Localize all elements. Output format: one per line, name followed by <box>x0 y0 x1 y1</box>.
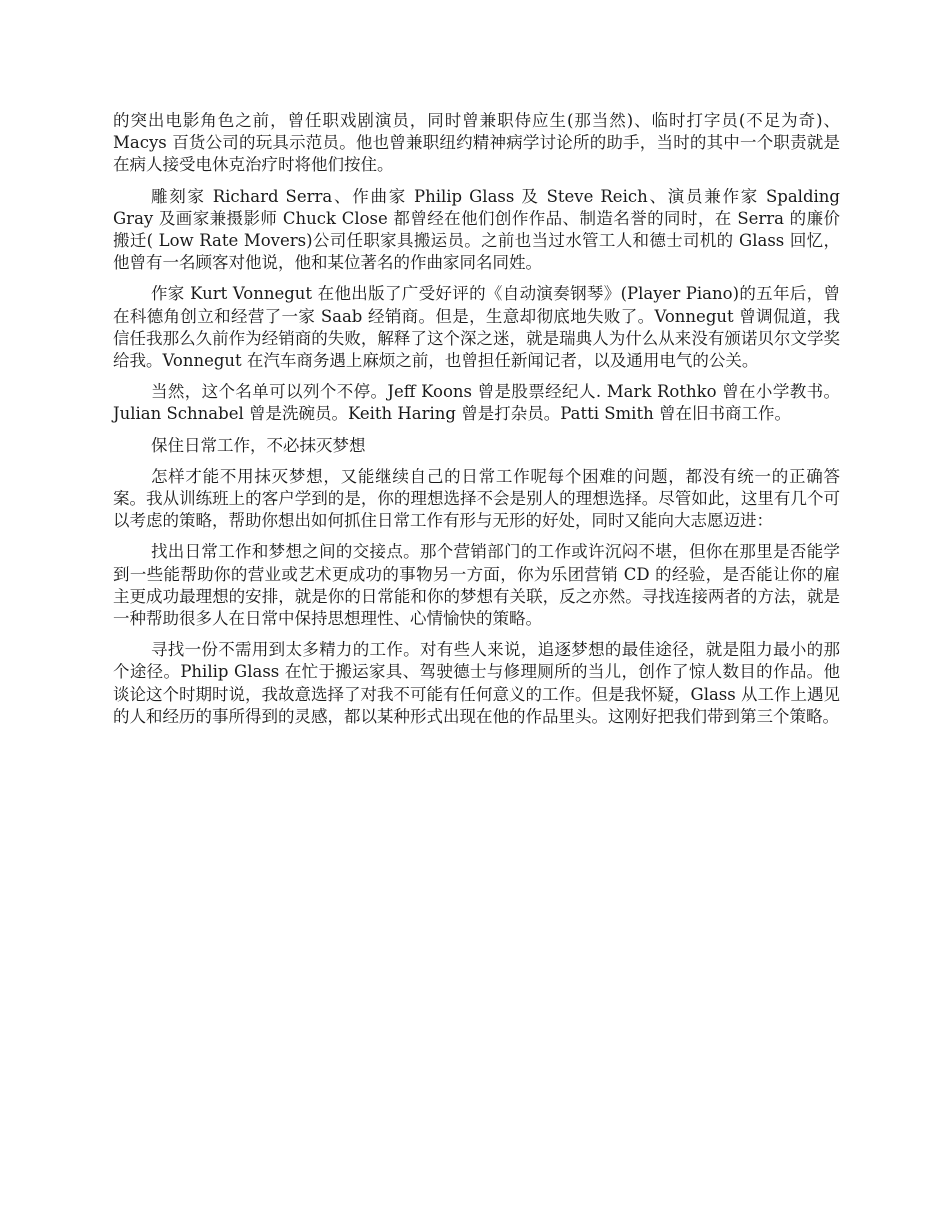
document-body <box>113 110 840 737</box>
paragraph-5: 怎样才能不用抹灭梦想，又能继续自己的日常工作呢每个困难的问题，都没有统一的正确答案。我从训练班上的客户学到的是，你的理想选择不会是别人的理想选择。尽管如此，这里有几个可以考虑的策略，帮助你想出如何抓住日常工作有形与无形的好处，同时又能向大志愿迈进： <box>113 466 840 531</box>
paragraph-1: 的突出电影角色之前，曾任职戏剧演员，同时曾兼职侍应生(那当然)、临时打字员(不足为奇)、Macys 百货公司的玩具示范员。他也曾兼职纽约精神病学讨论所的助手，当时的其中一个职责就是在病人接受电休克治疗时将他们按住。 <box>113 111 840 175</box>
paragraph-4: 当然，这个名单可以列个不停。Jeff Koons 曾是股票经纪人. Mark Rothko 曾在小学教书。Julian Schnabel 曾是洗碗员。Keith Haring 曾是打杂员。Patti Smith 曾在旧书商工作。 <box>113 382 840 424</box>
section-heading: 保住日常工作，不必抹灭梦想 <box>150 435 366 455</box>
paragraph-3: 作家 Kurt Vonnegut 在他出版了广受好评的《自动演奏钢琴》(Player Piano)的五年后，曾在科德角创立和经营了一家 Saab 经销商。但是，生意却彻底地失败了。Vonnegut 曾调侃道，我信任我那么久前作为经销商的失败，解释了这个深之迷，就是瑞典人为什么从来没有颁诺贝尔文学奖给我。Vonnegut 在汽车商务遇上麻烦之前，也曾担任新闻记者，以及通用电气的公关。 <box>113 284 840 371</box>
paragraph-7: 寻找一份不需用到太多精力的工作。对有些人来说，追逐梦想的最佳途径，就是阻力最小的那个途径。Philip Glass 在忙于搬运家具、驾驶德士与修理厕所的当儿，创作了惊人数目的作品。他谈论这个时期时说，我故意选择了对我不可能有任何意义的工作。但是我怀疑，Glass 从工作上遇见的人和经历的事所得到的灵感，都以某种形式出现在他的作品里头。这刚好把我们带到第三个策略。 <box>113 640 840 726</box>
paragraph-2: 雕刻家 Richard Serra、作曲家 Philip Glass 及 Steve Reich、演员兼作家 Spalding Gray 及画家兼摄影师 Chuck Close 都曾经在他们创作作品、制造名誉的同时，在 Serra 的廉价搬迁( Low Rate Movers)公司任职家具搬运员。之前也当过水管工人和德士司机的 Glass 回忆，他曾有一名顾客对他说，他和某位著名的作曲家同名同姓。 <box>113 186 840 273</box>
paragraph-6: 找出日常工作和梦想之间的交接点。那个营销部门的工作或许沉闷不堪，但你在那里是否能学到一些能帮助你的营业或艺术更成功的事物另一方面，你为乐团营销 CD 的经验，是否能让你的雇主更成功最理想的安排，就是你的日常能和你的梦想有关联，反之亦然。寻找连接两者的方法，就是一种帮助很多人在日常中保持思想理性、心情愉快的策略。 <box>113 542 840 629</box>
